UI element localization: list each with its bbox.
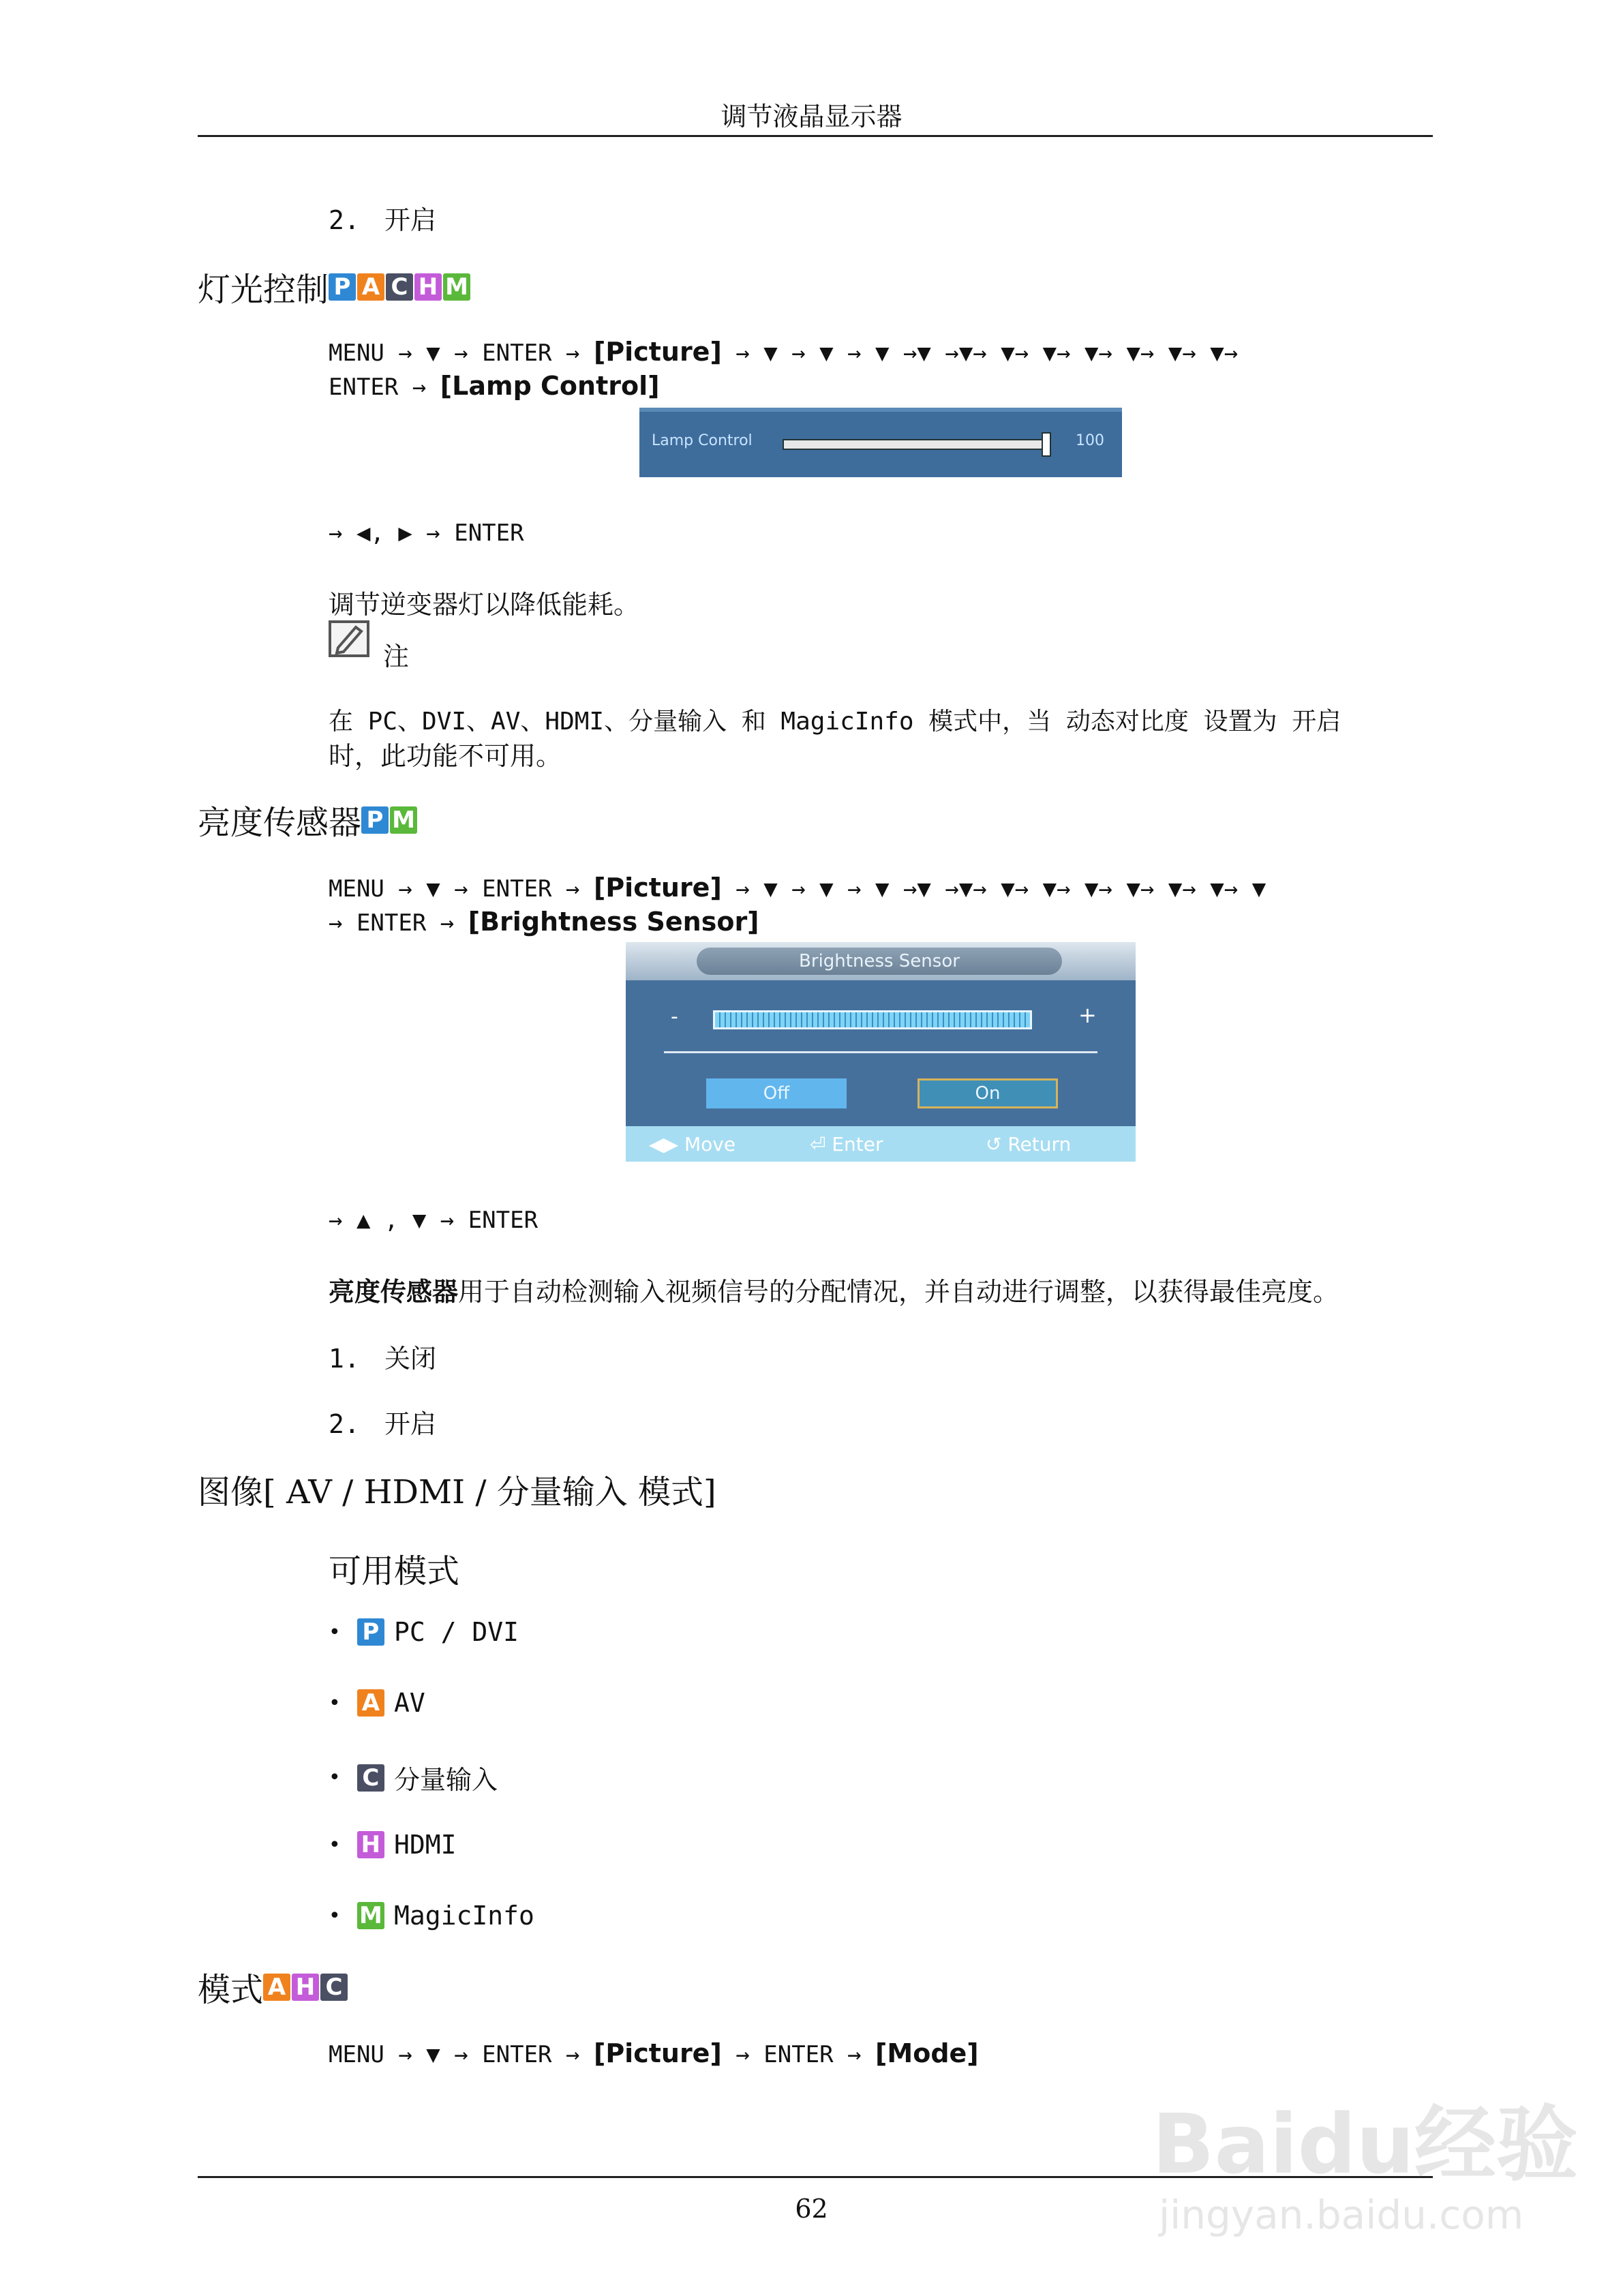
mode-badge-c: C <box>320 1974 348 2001</box>
lamp-control-value: 100 <box>1076 432 1104 449</box>
description-text: 用于自动检测输入视频信号的分配情况，并自动进行调整，以获得最佳亮度。 <box>458 1277 1339 1307</box>
menu-path-bracket: [Picture] <box>593 337 722 367</box>
brightness-level-bar[interactable] <box>713 1010 1032 1029</box>
footer-return-hint: ↺ Return <box>986 1133 1072 1155</box>
list-item <box>329 1617 519 1647</box>
brightness-sensor-widget <box>626 942 1136 1162</box>
menu-path-text: MENU → ▼ → ENTER → <box>329 2041 580 2068</box>
bullet: • <box>329 1691 341 1715</box>
menu-path-text: MENU → ▼ → ENTER → <box>329 339 580 367</box>
mode-badge-a: A <box>263 1974 290 2001</box>
lamp-control-slider-track[interactable] <box>783 439 1051 450</box>
off-button[interactable]: Off <box>706 1078 847 1108</box>
note-icon <box>329 620 369 657</box>
description-term: 亮度传感器 <box>329 1277 459 1307</box>
menu-path-bracket: [Brightness Sensor] <box>468 907 759 937</box>
list-number: 2. <box>329 1409 360 1439</box>
note-label: 注 <box>383 641 410 671</box>
list-item <box>329 1759 498 1796</box>
menu-path-line <box>329 371 659 401</box>
lamp-control-slider-thumb[interactable] <box>1042 432 1051 457</box>
adjust-instruction: → ◀, ▶ → ENTER <box>329 519 524 547</box>
list-item <box>329 199 436 237</box>
mode-badge-p: P <box>329 273 356 301</box>
mode-label: PC / DVI <box>393 1617 519 1647</box>
menu-path-line <box>329 2038 979 2068</box>
menu-path-line <box>329 907 759 937</box>
menu-path-bracket: [Mode] <box>875 2038 979 2068</box>
footer-enter-hint: ⏎ Enter <box>810 1133 883 1155</box>
header-rule <box>198 135 1433 137</box>
page-header-title: 调节液晶显示器 <box>721 102 902 132</box>
mode-badge-a: A <box>357 1689 384 1717</box>
mode-badge-c: C <box>386 273 413 301</box>
menu-path-line <box>329 873 1266 903</box>
mode-badge-m: M <box>390 806 417 834</box>
mode-label: AV <box>393 1688 425 1718</box>
note-line: 时，此功能不可用。 <box>329 741 562 771</box>
list-label: 关闭 <box>384 1344 437 1374</box>
lamp-description: 调节逆变器灯以降低能耗。 <box>329 590 640 620</box>
decrease-button[interactable]: - <box>671 1005 678 1029</box>
mode-badge-p: P <box>357 1618 384 1646</box>
menu-path-bracket: [Picture] <box>593 873 722 903</box>
list-label: 开启 <box>384 205 437 235</box>
menu-path-text: → ENTER → <box>735 2041 862 2068</box>
mode-badge-h: H <box>357 1831 384 1858</box>
mode-badge-p: P <box>361 806 389 834</box>
lamp-control-label: Lamp Control <box>652 432 753 449</box>
menu-path-bracket: [Lamp Control] <box>440 371 660 401</box>
menu-path-text: ENTER → <box>329 374 427 401</box>
menu-path-bracket: [Picture] <box>593 2038 722 2068</box>
list-item <box>329 1830 456 1860</box>
mode-label: MagicInfo <box>393 1901 534 1931</box>
section-heading-lamp <box>198 263 472 310</box>
menu-path-line <box>329 337 1238 367</box>
page-number: 62 <box>795 2194 828 2224</box>
menu-path-text: MENU → ▼ → ENTER → <box>329 875 580 903</box>
note-line: 在 PC、DVI、AV、HDMI、分量输入 和 MagicInfo 模式中，当 动态对比度 设置为 开启 <box>329 708 1341 736</box>
mode-label: 分量输入 <box>393 1765 498 1795</box>
bullet: • <box>329 1766 341 1789</box>
mode-badge-c: C <box>357 1764 384 1792</box>
brightness-description <box>329 1271 1339 1308</box>
heading-text: 灯光控制 <box>198 271 329 309</box>
footer-move-hint: ◀▶ Move <box>649 1133 736 1155</box>
heading-text: 模式 <box>198 1971 264 2009</box>
heading-text: 亮度传感器 <box>198 804 362 842</box>
mode-badge-m: M <box>357 1902 384 1929</box>
bullet: • <box>329 1620 341 1644</box>
bullet: • <box>329 1832 341 1857</box>
mode-badge-h: H <box>414 273 442 301</box>
adjust-instruction: → ▲ , ▼ → ENTER <box>329 1207 539 1234</box>
mode-badge-a: A <box>357 273 384 301</box>
section-heading-image: 图像[ AV / HDMI / 分量输入 模式] <box>198 1473 716 1511</box>
watermark-logo: Baidu经验 <box>1152 2098 1578 2192</box>
list-number: 2. <box>329 205 360 235</box>
section-heading-brightness <box>198 796 419 843</box>
on-button[interactable]: On <box>917 1078 1058 1108</box>
menu-path-text: → ▼ → ▼ → ▼ →▼ →▼→ ▼→ ▼→ ▼→ ▼→ ▼→ ▼→ <box>735 339 1239 367</box>
bullet: • <box>329 1903 341 1928</box>
section-heading-mode <box>198 1963 349 2010</box>
list-item <box>329 1688 425 1718</box>
menu-path-text: → ▼ → ▼ → ▼ →▼ →▼→ ▼→ ▼→ ▼→ ▼→ ▼→ ▼→ ▼ <box>735 875 1266 903</box>
lamp-control-widget <box>639 408 1122 477</box>
watermark-url: jingyan.baidu.com <box>1159 2192 1524 2238</box>
mode-label: HDMI <box>393 1830 457 1860</box>
list-item <box>329 1403 436 1440</box>
divider <box>664 1051 1097 1053</box>
list-label: 开启 <box>384 1409 437 1439</box>
widget-title: Brightness Sensor <box>697 948 1062 975</box>
list-item <box>329 1338 436 1375</box>
increase-button[interactable]: + <box>1078 1002 1097 1028</box>
list-number: 1. <box>329 1344 360 1374</box>
mode-badge-h: H <box>292 1974 319 2001</box>
mode-badge-m: M <box>443 273 470 301</box>
list-item <box>329 1901 534 1931</box>
menu-path-text: → ENTER → <box>329 909 455 937</box>
subheading-available-modes: 可用模式 <box>329 1552 460 1590</box>
